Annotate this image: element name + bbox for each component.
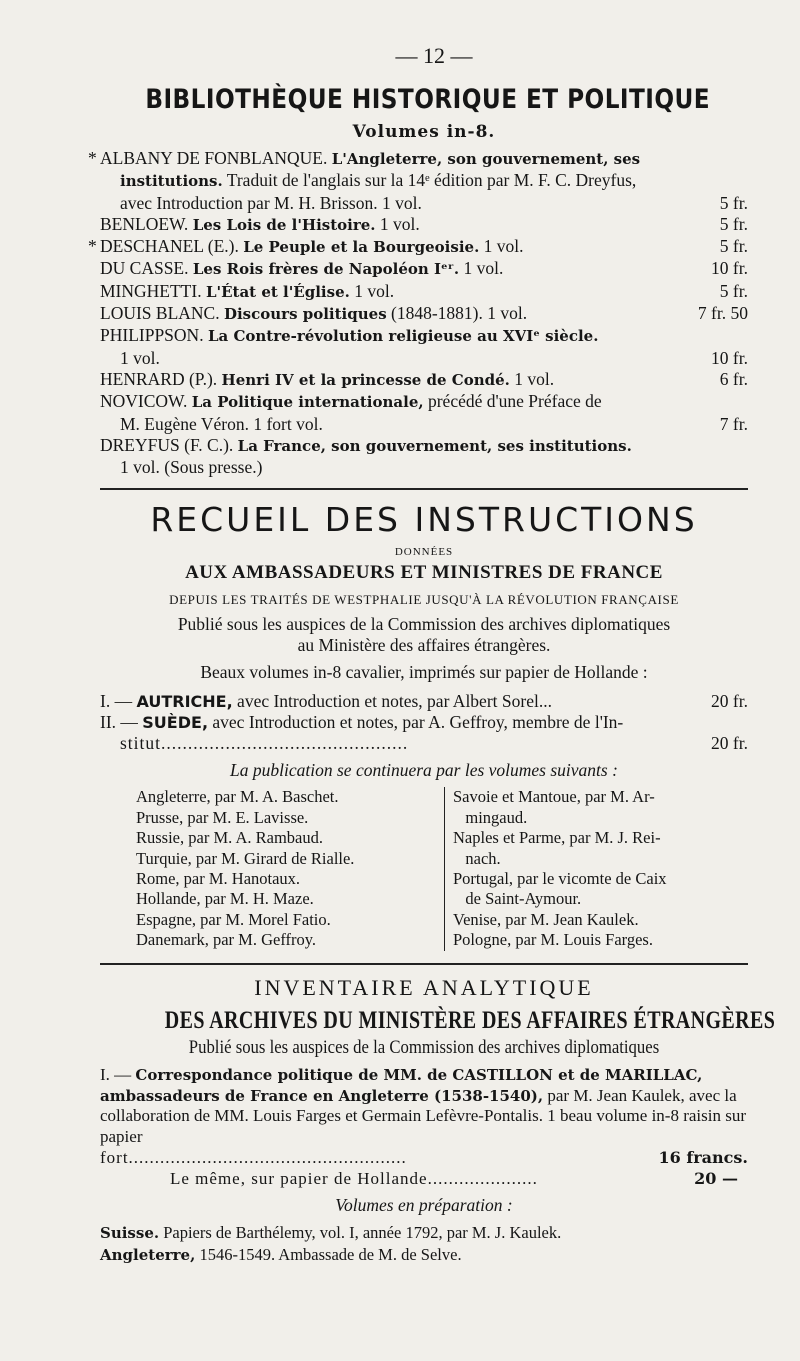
forthcoming-item: Russie, par M. A. Rambaud. xyxy=(136,828,323,848)
recueil-donnees: DONNÉES xyxy=(394,546,454,559)
volume-autriche: I. — AUTRICHE, avec Introduction et notes, par Albert Sorel... 20 fr. xyxy=(100,691,748,712)
forthcoming-item: Rome, par M. Hanotaux. xyxy=(136,869,301,889)
inventaire-archives: DES ARCHIVES DU MINISTÈRE DES AFFAIRES ÉTRANGÈRES xyxy=(164,1006,776,1034)
continuation-note: La publication se continuera par les volumes suivants : xyxy=(230,760,618,781)
book-entry: * DESCHANEL (E.). Le Peuple et la Bourgeoisie. 1 vol. 5 fr. xyxy=(88,236,748,257)
forthcoming-item: de Saint-Aymour. xyxy=(453,889,582,909)
divider xyxy=(100,963,748,965)
forthcoming-item: Turquie, par M. Girard de Rialle. xyxy=(136,848,355,868)
divider xyxy=(100,488,748,490)
forthcoming-item: nach. xyxy=(453,848,501,868)
book-entry: BENLOEW. Les Lois de l'Histoire. 1 vol. 5 fr. xyxy=(100,213,748,234)
forthcoming-item: Hollande, par M. H. Maze. xyxy=(136,889,314,909)
book-entry: LOUIS BLANC. Discours politiques (1848-1881). 1 vol. 7 fr. 50 xyxy=(100,303,748,324)
book-entry: DREYFUS (F. C.). La France, son gouvernement, ses institutions. 1 vol. (Sous presse.) xyxy=(100,434,632,478)
recueil-depuis: DEPUIS LES TRAITÉS DE WESTPHALIE JUSQU'À LA RÉVOLUTION FRANÇAISE xyxy=(169,592,679,608)
forthcoming-item: mingaud. xyxy=(453,807,528,827)
forthcoming-item: Venise, par M. Jean Kaulek. xyxy=(453,909,639,929)
forthcoming-item: Portugal, par le vicomte de Caix xyxy=(453,869,667,889)
forthcoming-item: Pologne, par M. Louis Farges. xyxy=(453,930,653,950)
right-column xyxy=(445,787,748,950)
left-column xyxy=(136,787,445,950)
book-entry: PHILIPPSON. La Contre-révolution religieuse au XVIᵉ siècle. 1 vol. 10 fr. xyxy=(100,325,748,368)
book-entry: * ALBANY DE FONBLANQUE. L'Angleterre, son gouvernement, ses institutions. Traduit de l'anglais sur la 14ᵉ édition par M. F. C. Dreyfus, avec Introduction par M. H. Brisson. 1 vol. 5 fr. xyxy=(88,148,748,213)
inventaire-title: INVENTAIRE ANALYTIQUE xyxy=(254,974,594,1000)
book-entry: NOVICOW. La Politique internationale, précédé d'une Préface de M. Eugène Véron. 1 fort vol. 7 fr. xyxy=(100,391,748,434)
forthcoming-item: Prusse, par M. E. Lavisse. xyxy=(136,807,309,827)
forthcoming-item: Savoie et Mantoue, par M. Ar- xyxy=(453,787,655,807)
inventaire-publie: Publié sous les auspices de la Commission des archives diplomatiques xyxy=(188,1036,660,1058)
volumes-preparation: Volumes en préparation : xyxy=(335,1195,513,1216)
recueil-ambassadeurs: AUX AMBASSADEURS ET MINISTRES DE FRANCE xyxy=(185,562,663,584)
suisse-entry: Suisse. Papiers de Barthélemy, vol. I, année 1792, par M. J. Kaulek. xyxy=(100,1223,562,1243)
book-entry: MINGHETTI. L'État et l'Église. 1 vol. 5 fr. xyxy=(100,280,748,301)
page-number: — 12 — xyxy=(395,43,473,68)
forthcoming-item: Angleterre, par M. A. Baschet. xyxy=(136,787,339,807)
forthcoming-volumes xyxy=(100,787,748,950)
angleterre-entry: Angleterre, 1546-1549. Ambassade de M. de Selve. xyxy=(100,1245,462,1265)
forthcoming-item: Naples et Parme, par M. J. Rei- xyxy=(453,828,661,848)
recueil-title: RECUEIL DES INSTRUCTIONS xyxy=(150,500,698,540)
recueil-publie-line1: Publié sous les auspices de la Commission des archives diplomatiques xyxy=(177,614,671,635)
recueil-beaux: Beaux volumes in-8 cavalier, imprimés sur papier de Hollande : xyxy=(200,662,648,683)
recueil-publie-line2: au Ministère des affaires étrangères. xyxy=(297,635,551,656)
section-title-bibliotheque: BIBLIOTHÈQUE HISTORIQUE ET POLITIQUE xyxy=(145,84,711,115)
section-subtitle: Volumes in-8. xyxy=(352,122,496,142)
book-entry: HENRARD (P.). Henri IV et la princesse de Condé. 1 vol. 6 fr. xyxy=(100,368,748,389)
forthcoming-item: Danemark, par M. Geffroy. xyxy=(136,930,317,950)
volume-suede: II. — SUÈDE, avec Introduction et notes, par A. Geffroy, membre de l'In- stitut.............................................. 20 fr. xyxy=(100,712,748,754)
book-list xyxy=(88,148,748,478)
book-entry: DU CASSE. Les Rois frères de Napoléon Iᵉʳ. 1 vol. 10 fr. xyxy=(100,258,748,279)
correspondance-entry: I. — Correspondance politique de MM. de CASTILLON et de MARILLAC, ambassadeurs de France en Angleterre (1538-1540), par M. Jean Kaulek, avec la collaboration de MM. Louis Farges et Germain Lefèvre-Pontalis. 1 beau volume in-8 raisin sur papier fort..................................................... 16 francs. Le même, sur papier de Hollande..................... 20 — xyxy=(100,1064,748,1188)
forthcoming-item: Espagne, par M. Morel Fatio. xyxy=(136,909,331,929)
